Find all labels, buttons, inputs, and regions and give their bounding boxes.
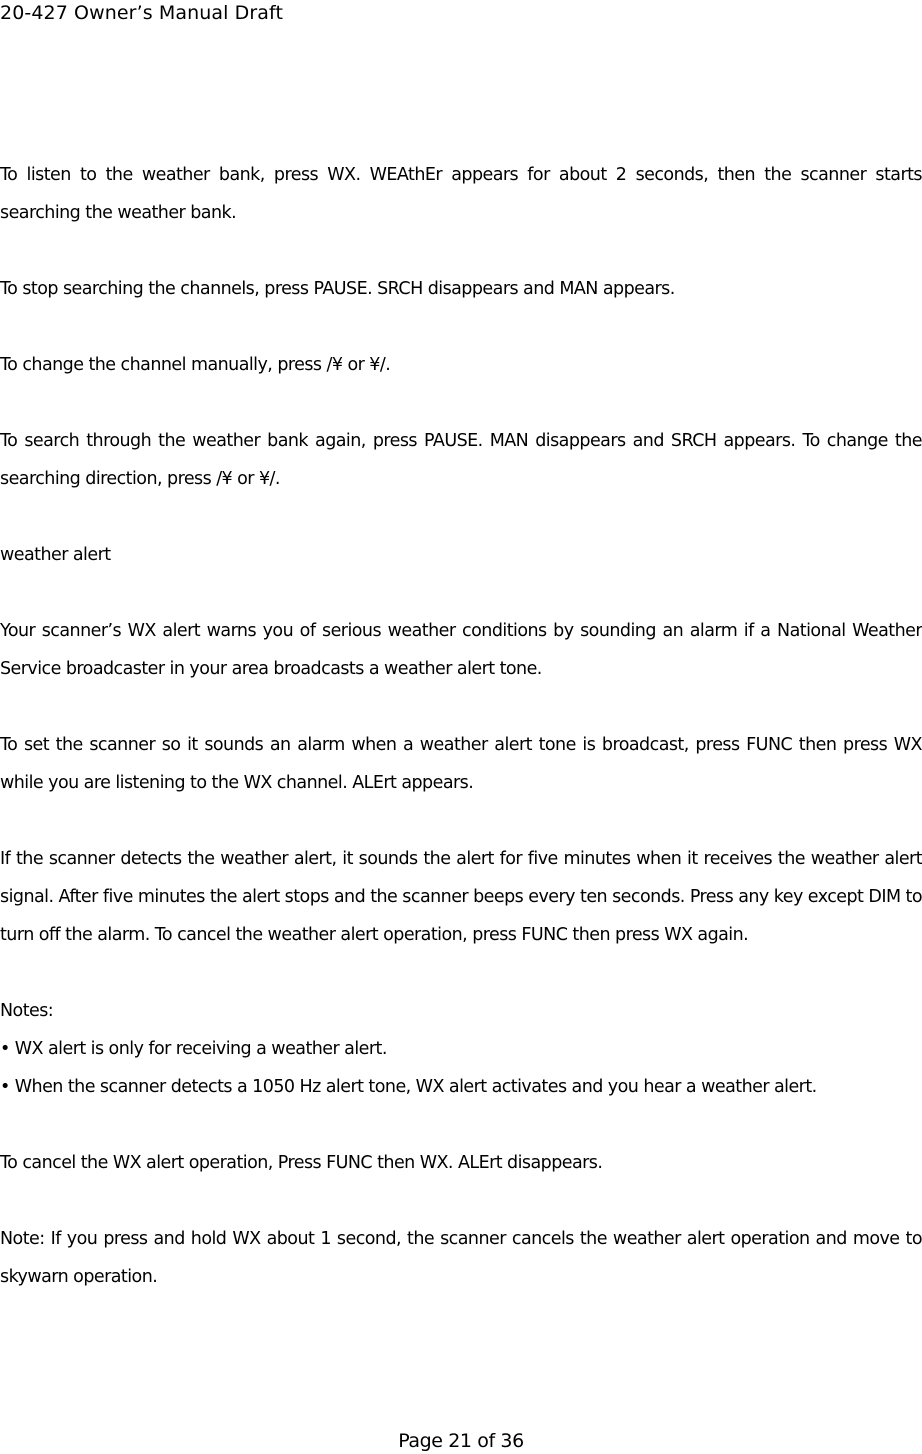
paragraph-skywarn-note: Note: If you press and hold WX about 1 second, the scanner cancels the weather alert operation and move to skywarn operation. bbox=[0, 1229, 922, 1287]
paragraph-set-alarm: To set the scanner so it sounds an alarm when a weather alert tone is broadcast, press FUNC then press WX while you are listening to the WX channel. ALErt appears. bbox=[0, 735, 922, 793]
note-item: • When the scanner detects a 1050 Hz alert tone, WX alert activates and you hear a weather alert. bbox=[0, 1077, 817, 1097]
page-number: Page 21 of 36 bbox=[398, 1430, 524, 1452]
section-heading-weather-alert: weather alert bbox=[0, 545, 111, 565]
paragraph-listen-weather-bank: To listen to the weather bank, press WX. WEAthEr appears for about 2 seconds, then the scanner starts searching the weather bank. bbox=[0, 165, 922, 223]
paragraph-search-again: To search through the weather bank again, press PAUSE. MAN disappears and SRCH appears. To change the searching direction, press /¥ or ¥/. bbox=[0, 431, 922, 489]
document-body bbox=[0, 156, 922, 1334]
paragraph-cancel-alert: To cancel the WX alert operation, Press FUNC then WX. ALErt disappears. bbox=[0, 1153, 603, 1173]
document-header: 20-427 Owner’s Manual Draft bbox=[0, 2, 284, 24]
notes-label: Notes: bbox=[0, 1001, 54, 1021]
paragraph-change-channel: To change the channel manually, press /¥ or ¥/. bbox=[0, 355, 391, 375]
note-item: • WX alert is only for receiving a weather alert. bbox=[0, 1039, 387, 1059]
paragraph-stop-searching: To stop searching the channels, press PAUSE. SRCH disappears and MAN appears. bbox=[0, 279, 675, 299]
paragraph-wx-alert-intro: Your scanner’s WX alert warns you of serious weather conditions by sounding an alarm if a National Weather Service broadcaster in your area broadcasts a weather alert tone. bbox=[0, 621, 922, 679]
paragraph-alert-detected: If the scanner detects the weather alert, it sounds the alert for five minutes when it receives the weather alert signal. After five minutes the alert stops and the scanner beeps every ten seconds. Press any key except DIM to turn off the alarm. To cancel the weather alert operation, press FUNC then press WX again. bbox=[0, 849, 922, 945]
